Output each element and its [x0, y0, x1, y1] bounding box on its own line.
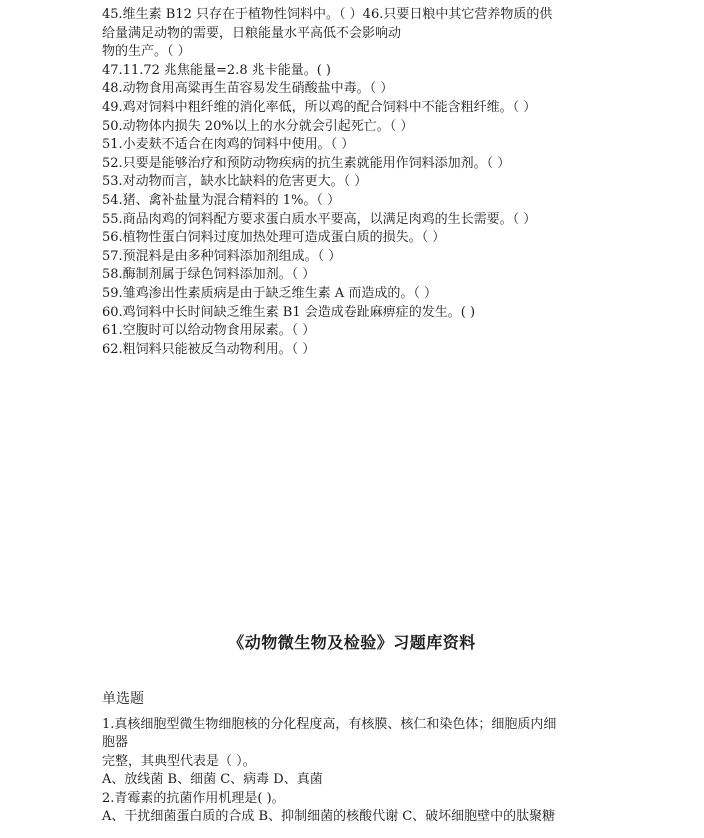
question-line: 给量满足动物的需要，日粮能量水平高低不会影响动	[102, 25, 402, 41]
question-line: 完整，其典型代表是（ ）。	[102, 753, 256, 769]
question-line: 50.动物体内损失 20%以上的水分就会引起死亡。（ ）	[102, 118, 414, 134]
document-title: 《动物微生物及检验》习题库资料	[228, 633, 476, 652]
question-line: 60.鸡饲料中长时间缺乏维生素 B1 会造成卷趾麻痹症的发生。( )	[102, 304, 476, 320]
question-line: 胞器	[102, 735, 129, 751]
question-line: 47.11.72 兆焦能量=2.8 兆卡能量。( )	[102, 62, 331, 78]
question-line: 56.植物性蛋白饲料过度加热处理可造成蛋白质的损失。（ ）	[102, 230, 446, 246]
question-line: 45.维生素 B12 只存在于植物性饲料中。（ ）46.只要日粮中其它营养物质的供	[102, 7, 553, 22]
question-line: 2.青霉素的抗菌作用机理是( )。	[102, 790, 285, 806]
question-line: 48.动物食用高粱再生苗容易发生硝酸盐中毒。（ ）	[102, 81, 394, 97]
question-line: 59.雏鸡渗出性素质病是由于缺乏维生素 A 而造成的。（ ）	[102, 285, 437, 301]
question-line: 61.空腹时可以给动物食用尿素。（ ）	[102, 323, 316, 339]
true-false-questions	[102, 6, 612, 359]
question-line: 52.只要是能够治疗和预防动物疾病的抗生素就能用作饲料添加剂。（ ）	[102, 155, 511, 171]
question-line: 49.鸡对饲料中粗纤维的消化率低，所以鸡的配合饲料中不能含粗纤维。（ ）	[102, 99, 537, 115]
question-line: 53.对动物而言，缺水比缺料的危害更大。（ ）	[102, 174, 368, 190]
question-line: 57.预混料是由多种饲料添加剂组成。（ ）	[102, 248, 342, 264]
question-line: 55.商品肉鸡的饲料配方要求蛋白质水平要高，以满足肉鸡的生长需要。（ ）	[102, 211, 537, 227]
question-line: 51.小麦麸不适合在肉鸡的饲料中使用。（ ）	[102, 137, 355, 153]
question-line: 1.真核细胞型微生物细胞核的分化程度高，有核膜、核仁和染色体；细胞质内细	[102, 717, 557, 732]
section-heading: 单选题	[102, 691, 144, 707]
question-line: 54.猪、禽补盐量为混合精料的 1%。（ ）	[102, 192, 341, 208]
question-line: 58.酶制剂属于绿色饲料添加剂。（ ）	[102, 267, 316, 283]
question-line: A、干扰细菌蛋白质的合成 B、抑制细菌的核酸代谢 C、破坏细胞壁中的肽聚糖	[102, 809, 556, 825]
question-line: 物的生产。（ ）	[102, 44, 191, 60]
question-line: A、放线菌 B、细菌 C、病毒 D、真菌	[102, 772, 323, 788]
single-choice-questions	[102, 716, 612, 826]
question-line: 62.粗饲料只能被反刍动物利用。（ ）	[102, 341, 316, 357]
